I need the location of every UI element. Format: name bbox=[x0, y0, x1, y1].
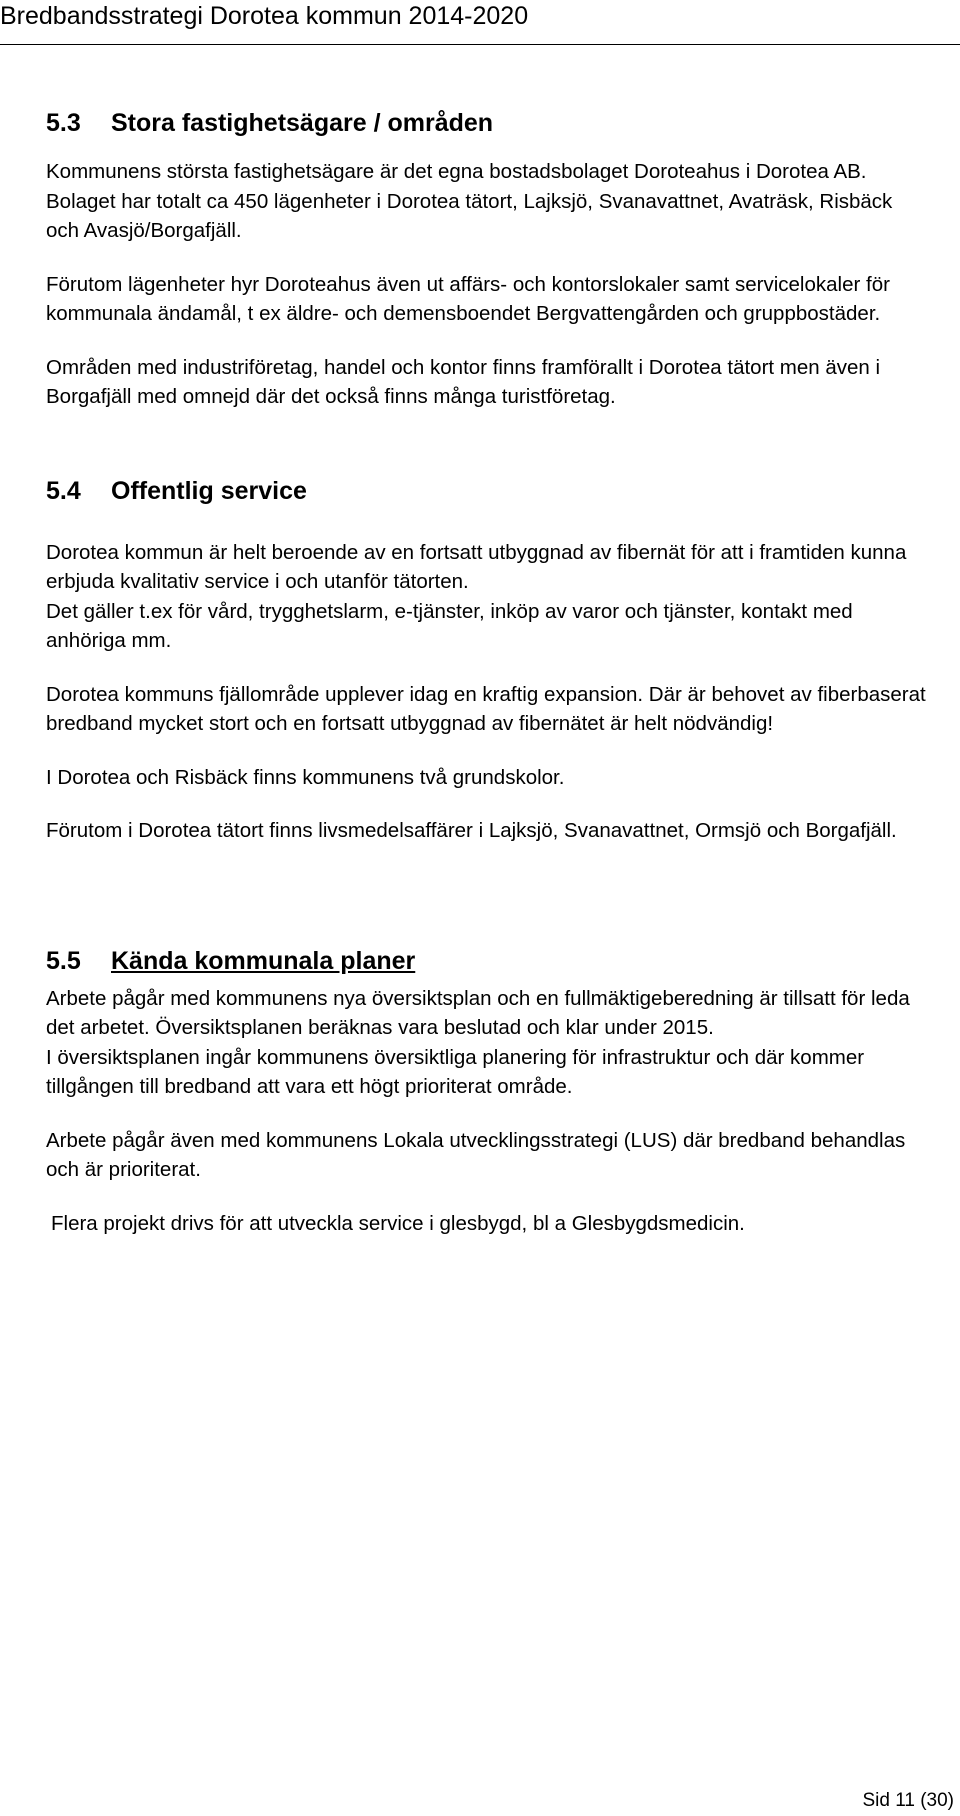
section-title: Kända kommunala planer bbox=[111, 946, 416, 975]
page-number: Sid 11 (30) bbox=[862, 1790, 954, 1811]
section-heading-5-3 bbox=[46, 106, 926, 140]
page-header bbox=[0, 0, 960, 58]
paragraph: I Dorotea och Risbäck finns kommunens två grundskolor. bbox=[46, 765, 565, 789]
document-body bbox=[46, 106, 926, 1238]
paragraph: Arbete pågår med kommunens nya översiktsplan och en fullmäktigeberedning är tillsatt för leda det arbetet. Översiktsplanen beräknas vara beslutad och klar under 2015. bbox=[46, 986, 910, 1039]
section-title: Offentlig service bbox=[111, 476, 307, 505]
paragraph: I översiktsplanen ingår kommunens översiktliga planering för infrastruktur och där kommer tillgången till bredband att vara ett högt prioriterat område. bbox=[46, 1045, 865, 1098]
section-number: 5.3 bbox=[46, 109, 81, 137]
section-number: 5.5 bbox=[46, 946, 81, 975]
section-heading-5-5 bbox=[46, 944, 926, 978]
paragraph: Arbete pågår även med kommunens Lokala utvecklingsstrategi (LUS) där bredband behandlas och är prioriterat. bbox=[46, 1128, 906, 1181]
paragraph: Det gäller t.ex för vård, trygghetslarm, e-tjänster, inköp av varor och tjänster, kontakt med anhöriga mm. bbox=[46, 599, 853, 652]
section-heading-5-4 bbox=[46, 474, 926, 508]
paragraph: Områden med industriföretag, handel och kontor finns framförallt i Dorotea tätort men även i Borgafjäll med omnejd där det också finns många turistföretag. bbox=[46, 355, 881, 408]
document-title: Bredbandsstrategi Dorotea kommun 2014-2020 bbox=[0, 2, 529, 30]
section-number: 5.4 bbox=[46, 476, 81, 505]
paragraph: Dorotea kommun är helt beroende av en fortsatt utbyggnad av fibernät för att i framtiden kunna erbjuda kvalitativ service i och utanför tätorten. bbox=[46, 540, 907, 593]
header-divider bbox=[0, 44, 960, 45]
paragraph: Dorotea kommuns fjällområde upplever idag en kraftig expansion. Där är behovet av fiberbaserat bredband mycket stort och en fortsatt utbyggnad av fibernätet är helt nödvändig! bbox=[46, 682, 926, 735]
paragraph: Flera projekt drivs för att utveckla service i glesbygd, bl a Glesbygdsmedicin. bbox=[51, 1211, 745, 1235]
paragraph: Förutom lägenheter hyr Doroteahus även ut affärs- och kontorslokaler samt servicelokaler för kommunala ändamål, t ex äldre- och demensboendet Bergvattengården och gruppbostäder. bbox=[46, 272, 890, 325]
section-title: Stora fastighetsägare / områden bbox=[111, 109, 494, 137]
paragraph: Kommunens största fastighetsägare är det egna bostadsbolaget Doroteahus i Dorotea AB. Bolaget har totalt ca 450 lägenheter i Dorotea tätort, Lajksjö, Svanavattnet, Avaträsk, Risbäck och Avasjö/Borgafjäll. bbox=[46, 160, 893, 242]
paragraph: Förutom i Dorotea tätort finns livsmedelsaffärer i Lajksjö, Svanavattnet, Ormsjö och Borgafjäll. bbox=[46, 819, 897, 842]
